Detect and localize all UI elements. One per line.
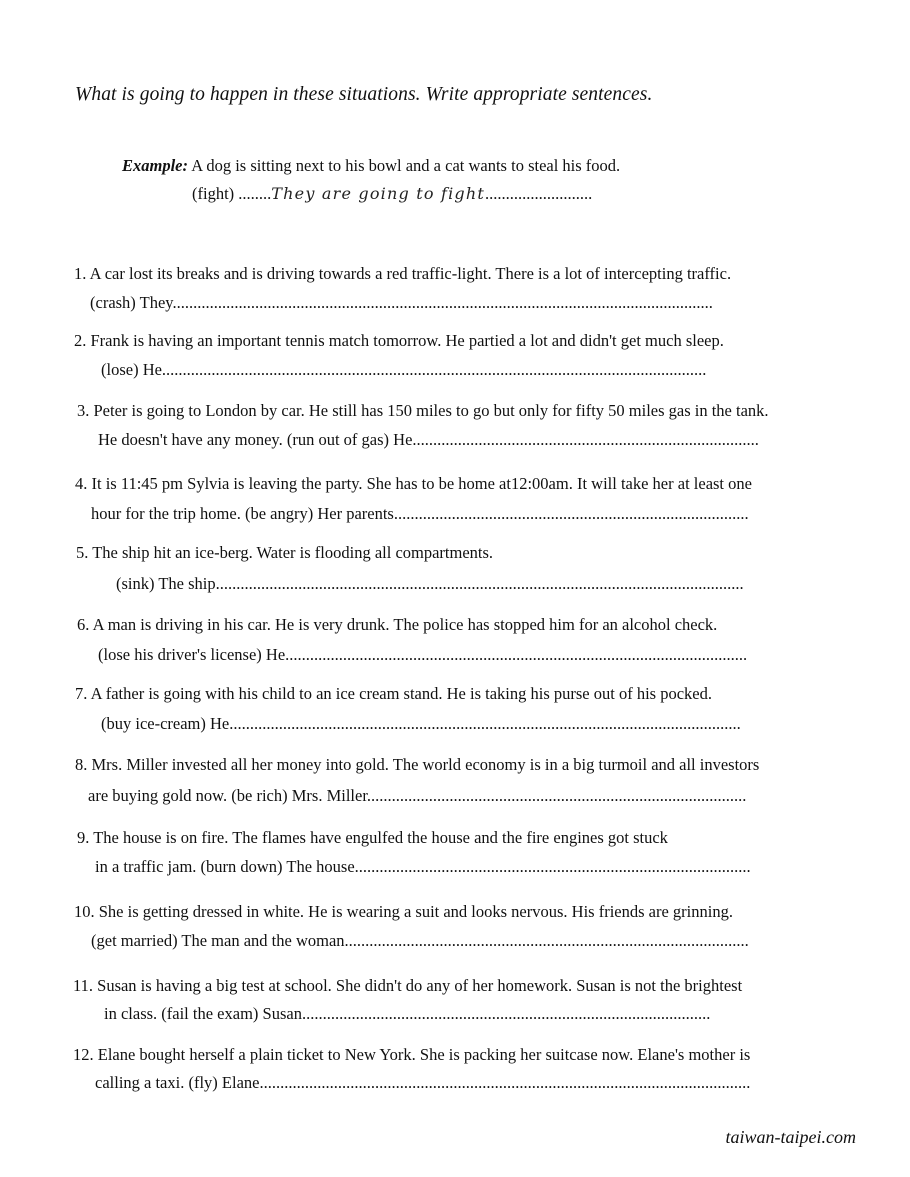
exercise-10-sentence: 10. She is getting dressed in white. He is wearing a suit and looks nervous. His friends are grinning.: [74, 902, 733, 921]
exercise-9-answer-line[interactable]: in a traffic jam. (burn down) The house................................................................................................: [95, 857, 751, 876]
exercise-9-sentence: 9. The house is on fire. The flames have engulfed the house and the fire engines got stuck: [77, 828, 668, 847]
exercise-8-answer-line[interactable]: are buying gold now. (be rich) Mrs. Miller............................................................................................: [88, 786, 747, 805]
example-sentence: A dog is sitting next to his bowl and a cat wants to steal his food.: [191, 156, 621, 175]
instruction-heading: What is going to happen in these situations. Write appropriate sentences.: [75, 84, 653, 105]
example-label: Example:: [122, 156, 188, 175]
exercise-2-sentence: 2. Frank is having an important tennis match tomorrow. He partied a lot and didn't get much sleep.: [74, 331, 724, 350]
exercise-6-answer-line[interactable]: (lose his driver's license) He................................................................................................................: [98, 645, 748, 664]
example-sentence-line: [122, 156, 620, 176]
exercise-7-sentence: 7. A father is going with his child to an ice cream stand. He is taking his purse out of his pocked.: [75, 684, 712, 703]
exercise-10-answer-line[interactable]: (get married) The man and the woman..................................................................................................: [91, 931, 749, 950]
exercise-5-sentence: 5. The ship hit an ice-berg. Water is flooding all compartments.: [76, 543, 494, 562]
site-watermark: taiwan-taipei.com: [725, 1127, 856, 1147]
example-handwritten-answer: They are going to fight: [271, 184, 485, 203]
exercise-3-sentence: 3. Peter is going to London by car. He still has 150 miles to go but only for fifty 50 miles gas in the tank.: [77, 401, 769, 420]
exercise-11-answer-line[interactable]: in class. (fail the exam) Susan...................................................................................................: [104, 1004, 711, 1023]
exercise-1-answer-line[interactable]: (crash) They...................................................................................................................................: [90, 293, 713, 312]
exercise-7-answer-line[interactable]: (buy ice-cream) He............................................................................................................................: [101, 714, 741, 733]
exercise-4-sentence: 4. It is 11:45 pm Sylvia is leaving the party. She has to be home at12:00am. It will take her at least one: [75, 474, 752, 493]
exercise-11-sentence: 11. Susan is having a big test at school. She didn't do any of her homework. Susan is not the brightest: [73, 976, 743, 995]
exercise-1-sentence: 1. A car lost its breaks and is driving towards a red traffic-light. There is a lot of intercepting traffic.: [74, 264, 732, 283]
example-answer-line: [192, 184, 592, 204]
exercise-5-answer-line[interactable]: (sink) The ship................................................................................................................................: [116, 574, 744, 593]
exercise-3-answer-line[interactable]: He doesn't have any money. (run out of gas) He....................................................................................: [98, 430, 759, 449]
exercise-2-answer-line[interactable]: (lose) He....................................................................................................................................: [101, 360, 707, 379]
example-answer-trail: ..........................: [484, 184, 593, 203]
exercise-12-sentence: 12. Elane bought herself a plain ticket to New York. She is packing her suitcase now. Elane's mother is: [73, 1045, 751, 1064]
exercise-4-answer-line[interactable]: hour for the trip home. (be angry) Her parents......................................................................................: [91, 504, 749, 523]
exercise-12-answer-line[interactable]: calling a taxi. (fly) Elane.......................................................................................................................: [95, 1073, 751, 1092]
example-prompt: (fight) ........: [192, 184, 272, 203]
exercise-6-sentence: 6. A man is driving in his car. He is very drunk. The police has stopped him for an alcohol check.: [77, 615, 718, 634]
exercise-8-sentence: 8. Mrs. Miller invested all her money into gold. The world economy is in a big turmoil and all investors: [75, 755, 760, 774]
